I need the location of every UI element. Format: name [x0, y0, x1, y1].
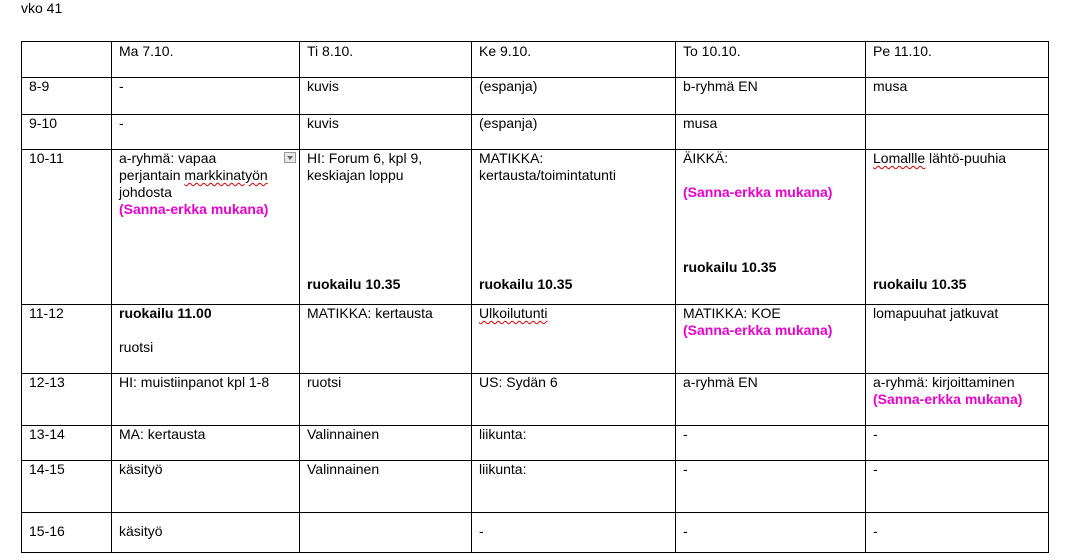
- table-row: [22, 426, 1049, 461]
- cell-mon[interactable]: HI: muistiinpanot kpl 1-8: [112, 374, 300, 426]
- cell-fri[interactable]: lomapuuhat jatkuvat: [866, 305, 1049, 374]
- header-day-mon[interactable]: Ma 7.10.: [112, 42, 300, 78]
- cell-text: ruotsi: [119, 339, 154, 355]
- table-row: [22, 461, 1049, 513]
- cell-tue[interactable]: MATIKKA: kertausta: [300, 305, 472, 374]
- time-cell[interactable]: 15-16: [22, 513, 112, 553]
- cell-wed[interactable]: liikunta:: [472, 426, 676, 461]
- cell-fri[interactable]: [866, 115, 1049, 150]
- cell-tue[interactable]: Valinnainen: [300, 461, 472, 513]
- cell-wed[interactable]: (espanja): [472, 78, 676, 115]
- time-cell[interactable]: 14-15: [22, 461, 112, 513]
- cell-mon[interactable]: käsityö: [112, 461, 300, 513]
- cell-wed[interactable]: [472, 150, 676, 305]
- cell-wed[interactable]: (espanja): [472, 115, 676, 150]
- cell-mon[interactable]: -: [112, 78, 300, 115]
- cell-tue[interactable]: Valinnainen: [300, 426, 472, 461]
- spellcheck-word: Ulkoilutunti: [479, 305, 548, 321]
- cell-text: MATIKKA: kertausta/toimintatunti: [479, 150, 616, 183]
- cell-mon[interactable]: käsityö: [112, 513, 300, 553]
- table-row: [22, 115, 1049, 150]
- spellcheck-word: Lomallle: [873, 150, 926, 166]
- cell-fri[interactable]: [866, 150, 1049, 305]
- cell-tue[interactable]: ruotsi: [300, 374, 472, 426]
- note-text: (Sanna-erkka mukana): [119, 201, 269, 217]
- cell-wed[interactable]: -: [472, 513, 676, 553]
- cell-thu[interactable]: -: [676, 426, 866, 461]
- time-cell[interactable]: 12-13: [22, 374, 112, 426]
- note-text: (Sanna-erkka mukana): [683, 322, 833, 338]
- header-day-fri[interactable]: Pe 11.10.: [866, 42, 1049, 78]
- cell-fri[interactable]: -: [866, 426, 1049, 461]
- cell-thu[interactable]: [676, 305, 866, 374]
- lunch-text: ruokailu 10.35: [873, 276, 967, 292]
- header-day-wed[interactable]: Ke 9.10.: [472, 42, 676, 78]
- cell-thu[interactable]: b-ryhmä EN: [676, 78, 866, 115]
- cell-wed[interactable]: US: Sydän 6: [472, 374, 676, 426]
- time-cell[interactable]: 11-12: [22, 305, 112, 374]
- cell-wed[interactable]: liikunta:: [472, 461, 676, 513]
- cell-text: lähtö-puuhia: [925, 150, 1007, 166]
- table-row: [22, 150, 1049, 305]
- lunch-text: ruokailu 10.35: [479, 276, 573, 292]
- cell-mon[interactable]: [112, 150, 300, 305]
- dropdown-icon[interactable]: [284, 152, 296, 163]
- schedule-table: [21, 41, 1049, 553]
- spellcheck-word: markkinatyön: [184, 167, 268, 183]
- cell-tue[interactable]: [300, 513, 472, 553]
- cell-text: MATIKKA: KOE: [683, 305, 781, 321]
- table-row: [22, 78, 1049, 115]
- cell-wed[interactable]: [472, 305, 676, 374]
- cell-thu[interactable]: -: [676, 461, 866, 513]
- cell-fri[interactable]: musa: [866, 78, 1049, 115]
- cell-text: a-ryhmä: kirjoittaminen: [873, 374, 1015, 390]
- cell-text: a-ryhmä: vapaa perjantain: [119, 150, 217, 183]
- cell-mon[interactable]: [112, 305, 300, 374]
- table-row: [22, 513, 1049, 553]
- lunch-text: ruokailu 10.35: [683, 259, 777, 275]
- cell-text: HI: Forum 6, kpl 9, keskiajan loppu: [307, 150, 423, 183]
- cell-tue[interactable]: [300, 150, 472, 305]
- cell-text: ÄIKKÄ:: [683, 150, 729, 166]
- header-day-tue[interactable]: Ti 8.10.: [300, 42, 472, 78]
- time-cell[interactable]: 9-10: [22, 115, 112, 150]
- cell-mon[interactable]: -: [112, 115, 300, 150]
- cell-mon[interactable]: MA: kertausta: [112, 426, 300, 461]
- cell-thu[interactable]: -: [676, 513, 866, 553]
- table-row: [22, 305, 1049, 374]
- note-text: (Sanna-erkka mukana): [873, 391, 1023, 407]
- cell-thu[interactable]: musa: [676, 115, 866, 150]
- header-row: [22, 42, 1049, 78]
- table-row: [22, 374, 1049, 426]
- cell-thu[interactable]: a-ryhmä EN: [676, 374, 866, 426]
- cell-fri[interactable]: -: [866, 513, 1049, 553]
- header-corner: [22, 42, 112, 78]
- cell-thu[interactable]: [676, 150, 866, 305]
- time-cell[interactable]: 8-9: [22, 78, 112, 115]
- week-label: vko 41: [21, 0, 63, 16]
- cell-tue[interactable]: kuvis: [300, 115, 472, 150]
- lunch-text: ruokailu 11.00: [119, 305, 212, 321]
- cell-text: johdosta: [119, 184, 172, 200]
- time-cell[interactable]: 10-11: [22, 150, 112, 305]
- time-cell[interactable]: 13-14: [22, 426, 112, 461]
- note-text: (Sanna-erkka mukana): [683, 184, 833, 200]
- cell-tue[interactable]: kuvis: [300, 78, 472, 115]
- header-day-thu[interactable]: To 10.10.: [676, 42, 866, 78]
- cell-fri[interactable]: -: [866, 461, 1049, 513]
- cell-fri[interactable]: [866, 374, 1049, 426]
- lunch-text: ruokailu 10.35: [307, 276, 401, 292]
